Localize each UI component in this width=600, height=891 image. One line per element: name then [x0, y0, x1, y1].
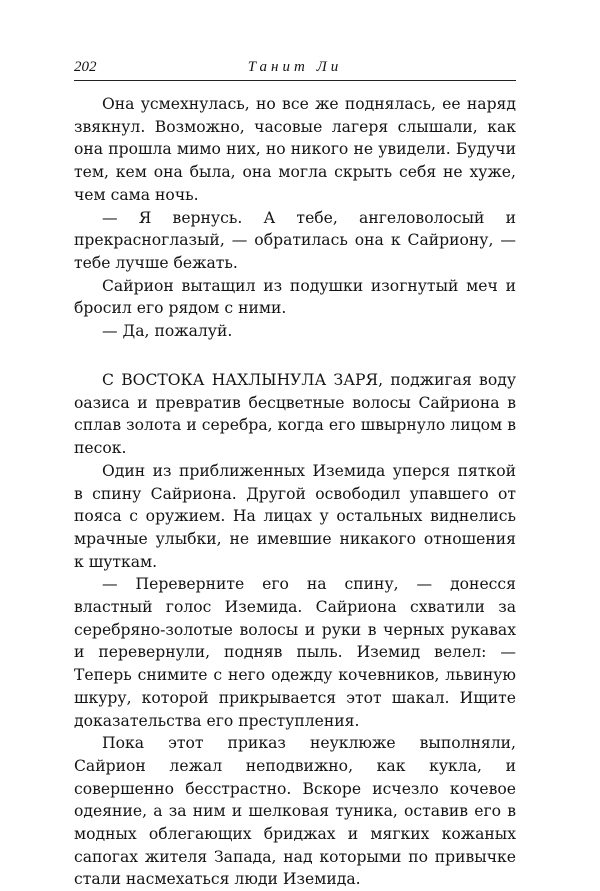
section-one-text: [74, 93, 516, 343]
paragraph: — Переверните его на спину, — донесся властный голос Иземида. Сайриона схватили за серебряно-золотые волосы и руки в черных рукавах и перевернули, подняв пыль. Иземид велел: — Теперь снимите с него одежду кочевников, львиную шкуру, которой прикрывается этот шакал. Ищите доказательства его преступления.: [74, 575, 516, 730]
section-two-text: [74, 369, 516, 891]
paragraph: Она усмехнулась, но все же поднялась, ее наряд звякнул. Возможно, часовые лагеря слышали, как она прошла мимо них, но никого не увидели. Будучи тем, кем она была, она могла скрыть себя не хуже, чем сама ночь.: [74, 95, 516, 204]
running-header: [74, 56, 516, 81]
paragraph: С ВОСТОКА НАХЛЫНУЛА ЗАРЯ, поджигая воду оазиса и превратив бесцветные волосы Сайриона в сплав золота и серебра, когда его швырнуло лицом в песок.: [74, 371, 516, 458]
running-title-author: Танит Ли: [247, 59, 343, 75]
paragraph: Сайрион вытащил из подушки изогнутый меч и бросил его рядом с ними.: [74, 276, 516, 318]
paragraph: — Я вернусь. А тебе, ангеловолосый и прекрасноглазый, — обратилась она к Сайриону, — тебе лучше бежать.: [74, 208, 516, 272]
page-number: 202: [74, 59, 97, 75]
paragraph: Один из приближенных Иземида уперся пяткой в спину Сайриона. Другой освободил упавшего от пояса с оружием. На лицах у остальных виднелись мрачные улыбки, не имевшие никакого отношения к шуткам.: [74, 461, 516, 571]
paragraph: — Да, пожалуй.: [102, 322, 233, 341]
paragraph: Пока этот приказ неуклюже выполняли, Сайрион лежал неподвижно, как кукла, и совершенно бесстрастно. Вскоре исчезло кочевое одеяние, а за ним и шелковая туника, оставив его в модных облегающих бриджах и мягких кожаных сапогах жителя Запада, над которыми по привычке стали насмехаться люди Иземида.: [74, 734, 516, 889]
